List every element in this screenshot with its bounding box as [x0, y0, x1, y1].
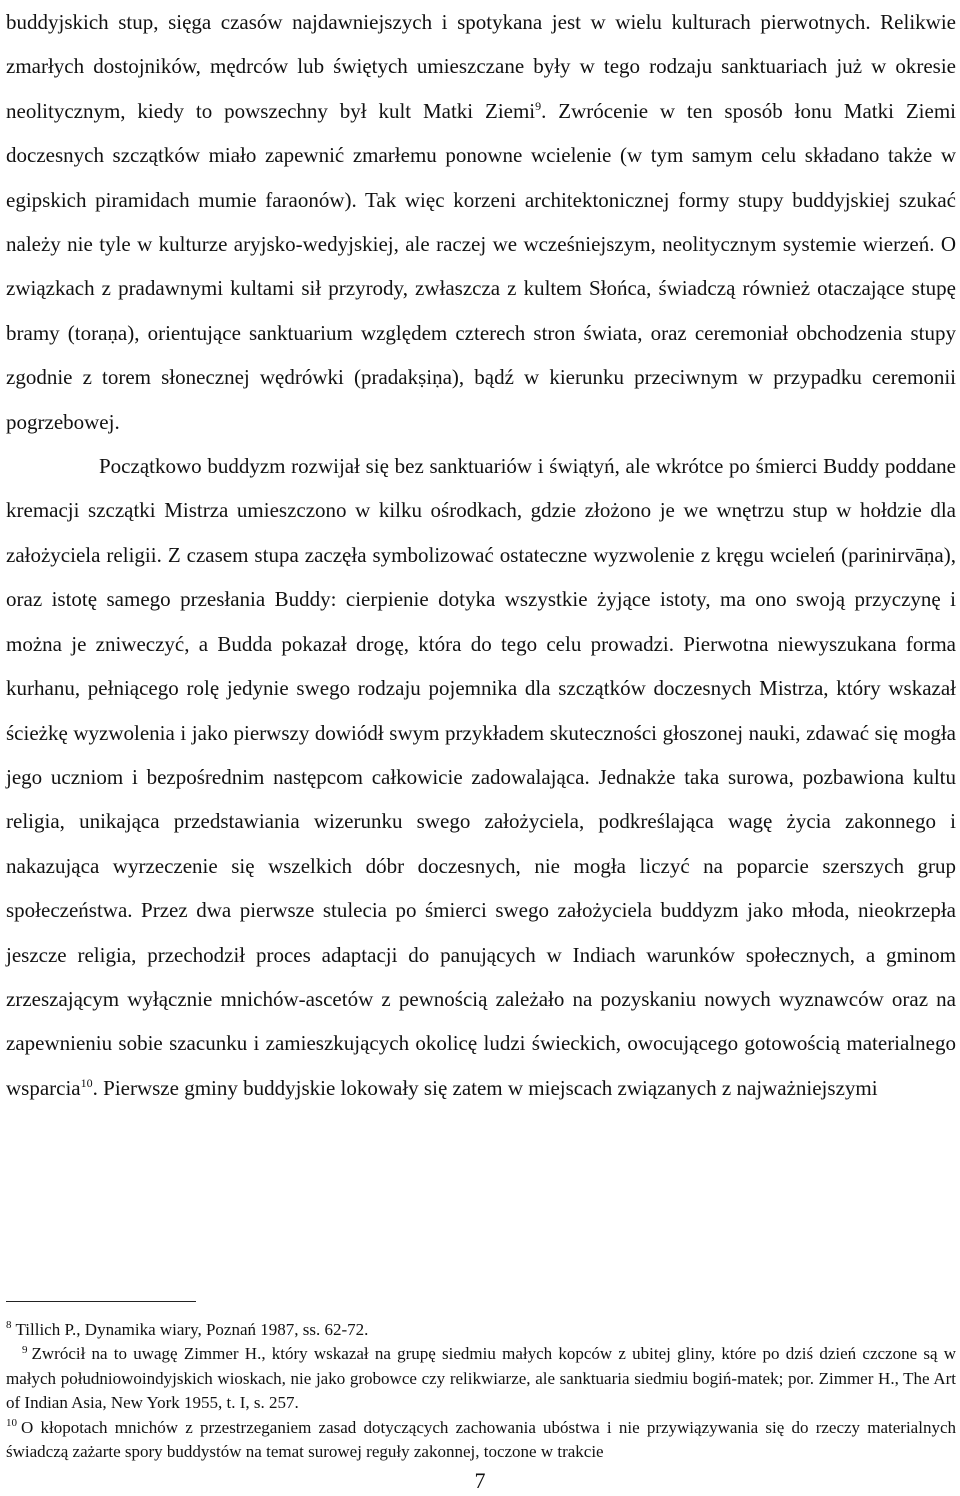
- footnote-text: Tillich P., Dynamika wiary, Poznań 1987, ss. 62-72.: [15, 1320, 369, 1339]
- paragraph-stupa-origins: [6, 0, 956, 444]
- footnote-indent: [6, 1344, 22, 1363]
- footnote-divider: [6, 1301, 196, 1302]
- paragraph-text: buddyjskich stup, sięga czasów najdawniejszych i spotykana jest w wielu kulturach pierwotnych. Relikwie zmarłych dostojników, mędrców lub świętych umieszczane były w tego rodzaju sanktuariach już w okresie neolitycznym, kiedy to powszechny był kult Matki Ziemi: [6, 10, 956, 123]
- paragraph-text: . Zwrócenie w ten sposób łonu Matki Ziemi doczesnych szczątków miało zapewnić zmarłemu ponowne wcielenie (w tym samym celu składano także w egipskich piramidach mumie faraonów). Tak więc korzeni architektonicznej formy stupy buddyjskiej szukać należy nie tyle w kulturze aryjsko-wedyjskiej, ale raczej we wcześniejszym, neolitycznym systemie wierzeń. O związkach z pradawnymi kultami sił przyrody, zwłaszcza z kultem Słońca, świadczą również otaczające stupę bramy (toraṇa), orientujące sanktuarium względem czterech stron świata, oraz ceremoniał obchodzenia stupy zgodnie z torem słonecznej wędrówki (pradakṣiṇa), bądź w kierunku przeciwnym w przypadku ceremonii pogrzebowej.: [6, 98, 956, 434]
- footnote-text: Zwrócił na to uwagę Zimmer H., który wskazał na grupę siedmiu małych kopców z ubitej gliny, które po dziś dzień czczone są w małych południowoindyjskich wioskach, nie jako grobowce czy relikwiarze, ale sanktuaria siedmiu bogiń-matek; por. Zimmer H., The Art of Indian Asia, New York 1955, t. I, s. 257.: [6, 1344, 956, 1413]
- footnote-reference[interactable]: 10: [80, 1075, 93, 1090]
- footnote-marker: 8: [6, 1319, 12, 1332]
- footnote-text: O kłopotach mnichów z przestrzeganiem zasad dotyczących zachowania ubóstwa i nie przywiązywania się do rzeczy materialnych świadczą zażarte spory buddystów na temat surowej reguły zakonnej, toczone w trakcie: [6, 1417, 956, 1462]
- footnote-marker: 10: [6, 1416, 17, 1429]
- paragraph-text: Początkowo buddyzm rozwijał się bez sanktuariów i świątyń, ale wkrótce po śmierci Buddy poddane kremacji szczątki Mistrza umieszczono w kilku ośrodkach, gdzie złożono je we wnętrzu stup w hołdzie dla założyciela religii. Z czasem stupa zaczęła symbolizować ostateczne wyzwolenie z kręgu wcieleń (parinirvāṇa), oraz istotę samego przesłania Buddy: cierpienie dotyka wszystkie żyjące istoty, ma ono swoją przyczynę i można je zniweczyć, a Budda pokazał drogę, która do tego celu prowadzi. Pierwotna niewyszukana forma kurhanu, pełniącego rolę jedynie swego rodzaju pojemnika dla szczątków doczesnych Mistrza, który wskazał ścieżkę wyzwolenia i jako pierwszy dowiódł swym przykładem skuteczności głoszonej nauki, zdawać się mogła jego uczniom i bezpośrednim następcom całkowicie zadowalająca. Jednakże taka surowa, pozbawiona kultu religia, unikająca przedstawiania wizerunku swego założyciela, podkreślająca wagę życia zakonnego i nakazująca wyrzeczenie się wszelkich dóbr doczesnych, nie mogła liczyć na poparcie szerszych grup społeczeństwa. Przez dwa pierwsze stulecia po śmierci swego założyciela buddyzm jako młoda, nieokrzepła jeszcze religia, przechodził proces adaptacji do panujących w Indiach warunków społecznych, a gminom zrzeszającym wyłącznie mnichów-ascetów z pewnością zależało na pozyskaniu nowych wyznawców oraz na zapewnieniu sobie szacunku i zamieszkujących okolicę ludzi świeckich, owocującego gotowością materialnego wsparcia: [6, 454, 956, 1100]
- footnote-9: [6, 1342, 956, 1415]
- main-text: [6, 0, 956, 1110]
- footnote-10: [6, 1416, 956, 1465]
- footnote-reference[interactable]: 9: [535, 98, 542, 113]
- paragraph-text: . Pierwsze gminy buddyjskie lokowały się zatem w miejscach związanych z najważniejszymi: [92, 1075, 878, 1100]
- footnote-8: [6, 1318, 956, 1342]
- page-number: 7: [474, 1468, 486, 1493]
- footnotes: [6, 1318, 956, 1464]
- paragraph-early-buddhism: [6, 444, 956, 1110]
- footnote-marker: 9: [22, 1343, 28, 1356]
